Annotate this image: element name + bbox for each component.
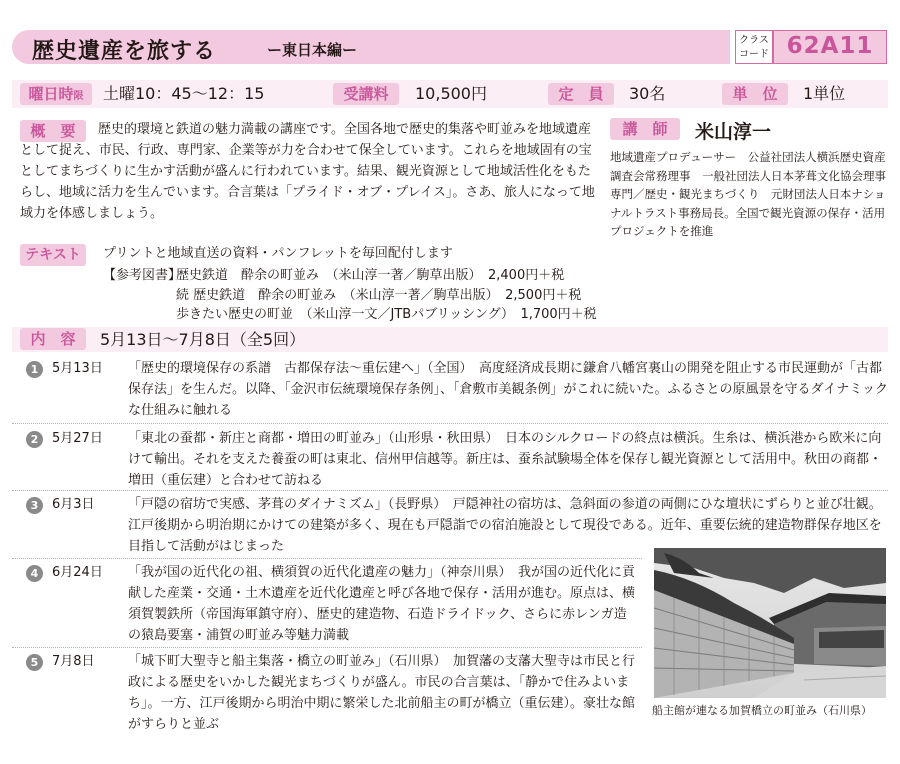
contents-label: 内 容 xyxy=(20,328,86,350)
refs-label: 【参考図書】 xyxy=(103,268,182,283)
summary-label: 概 要 xyxy=(20,120,86,142)
capacity-label: 定 員 xyxy=(548,83,614,105)
credit-label: 単 位 xyxy=(722,83,788,105)
class-code-label xyxy=(735,30,773,64)
townscape-photo xyxy=(654,548,886,698)
lecturer-name: 米山淳一 xyxy=(695,121,772,143)
course-title: 歴史遺産を旅する xyxy=(32,39,217,64)
photo-illustration xyxy=(654,548,886,698)
lecture-number: 1 xyxy=(26,361,43,378)
lecture-date: 7月8日 xyxy=(52,654,95,669)
lecture-text: 「戸隠の宿坊で実感、茅葺のダイナミズム」（長野県） 戸隠神社の宿坊は、急斜面の参道の両側にひな壇状にずらりと並び壮観。江戸後期から明治期にかけての建築が多く、現在も戸隠詣での宿泊施設として現役である。近年、重要伝統的建造物群保存地区を目指して活動がはじまった xyxy=(128,497,882,554)
divider xyxy=(12,490,888,491)
schedule-label-text: 曜日時 xyxy=(28,85,74,103)
summary-text: 歴史的環境と鉄道の魅力満載の講座です。全国各地で歴史的集落や町並みを地域遺産として捉え、市民、行政、専門家、企業等が力を合わせて保全しています。これらを地域固有の宝としてまちづくりに生かす活動が盛んに行われています。結果、観光資源として地域活性化をもたらし、地域に活力を生んでいます。合言葉は「プライド・オブ・プレイス」。さあ、旅人になって地域力を体感しましょう。 xyxy=(20,122,595,221)
credit-value: 1単位 xyxy=(803,84,846,103)
schedule-value: 土曜10：45〜12：15 xyxy=(103,84,265,103)
class-code-label-line1: クラス xyxy=(739,35,769,46)
title-band xyxy=(12,30,730,64)
lecture-text: 「東北の蚕都・新庄と商都・増田の町並み」（山形県・秋田県） 日本のシルクロードの終点は横浜。生糸は、横浜港から欧米に向けて輸出。それを支えた養蚕の町は東北、信州甲信越等。新庄は、蚕糸試験場全体を保存し観光資源として活用中。秋田の商都・増田（重伝建）と合わせて訪ねる xyxy=(128,431,883,488)
ref-item: 歴史鉄道 酔余の町並み （米山淳一著／駒草出版） 2,400円＋税 xyxy=(176,268,565,283)
class-code: 62A11 xyxy=(773,30,887,64)
fee-value: 10,500円 xyxy=(415,84,487,103)
schedule-label-small: 限 xyxy=(73,91,84,102)
ref-item: 続 歴史鉄道 酔余の町並み （米山淳一著／駒草出版） 2,500円＋税 xyxy=(176,288,582,303)
lecture-number: 3 xyxy=(26,497,43,514)
capacity-value: 30名 xyxy=(629,84,666,103)
divider xyxy=(12,558,642,559)
course-subtitle: ー東日本編ー xyxy=(267,41,358,59)
lecture-number: 5 xyxy=(26,654,43,671)
text-main: プリントと地域直送の資料・パンフレットを毎回配付します xyxy=(103,246,453,261)
class-code-label-line2: コード xyxy=(739,49,769,60)
lecturer-bio: 地域遺産プロデューサー 公益社団法人横浜歴史資産調査会常務理事 一般社団法人日本茅葺文化協会理事 専門／歴史・観光まちづくり 元財団法人日本ナショナルトラスト事務局長。全国で観光資源の保存・活用プロジェクトを推進 xyxy=(610,150,898,238)
lecturer-label: 講 師 xyxy=(610,118,680,140)
lecture-text: 「歴史的環境保存の系譜 古都保存法〜重伝建へ」（全国） 高度経済成長期に鎌倉八幡宮裏山の開発を阻止する市民運動が「古都保存法」を生んだ。以降、「金沢市伝統環境保存条例」、「倉敷市美観条例」がこれに続いた。ふるさとの原風景を守るダイナミックな仕組みに触れる xyxy=(128,361,888,418)
lecture-date: 6月24日 xyxy=(52,565,103,580)
divider xyxy=(12,423,888,424)
divider xyxy=(12,647,642,648)
fee-label: 受講料 xyxy=(333,83,399,105)
lecture-date: 5月13日 xyxy=(52,361,103,376)
lecture-date: 6月3日 xyxy=(52,497,95,512)
lecture-number: 2 xyxy=(26,431,43,448)
photo-caption: 船主館が連なる加賀橋立の町並み（石川県） xyxy=(652,704,872,717)
lecture-text: 「城下町大聖寺と船主集落・橋立の町並み」（石川県） 加賀藩の支藩大聖寺は市民と行政による歴史をいかした観光まちづくりが盛ん。市民の合言葉は、「静かで住みよいまち」。一方、江戸後期から明治中期に繁栄した北前船主の町が橋立（重伝建）。豪壮な館がすらりと並ぶ xyxy=(128,654,636,732)
lecture-number: 4 xyxy=(26,565,43,582)
lecture-text: 「我が国の近代化の祖、横須賀の近代化遺産の魅力」（神奈川県） 我が国の近代化に貢献した産業・交通・土木遺産を近代化遺産と呼び各地で保存・活用が進む。原点は、横須賀製鉄所（帝国海軍鎮守府）、歴史的建造物、石造ドライドック、さらに赤レンガ造の猿島要塞・浦賀の町並み等魅力満載 xyxy=(128,565,636,643)
contents-title: 5月13日〜7月8日（全5回） xyxy=(100,330,306,349)
lecture-date: 5月27日 xyxy=(52,431,103,446)
schedule-label xyxy=(20,83,92,105)
text-label: テキスト xyxy=(20,244,86,266)
ref-item: 歩きたい歴史の町並 （米山淳一文／JTBパブリッシング） 1,700円＋税 xyxy=(176,307,597,322)
